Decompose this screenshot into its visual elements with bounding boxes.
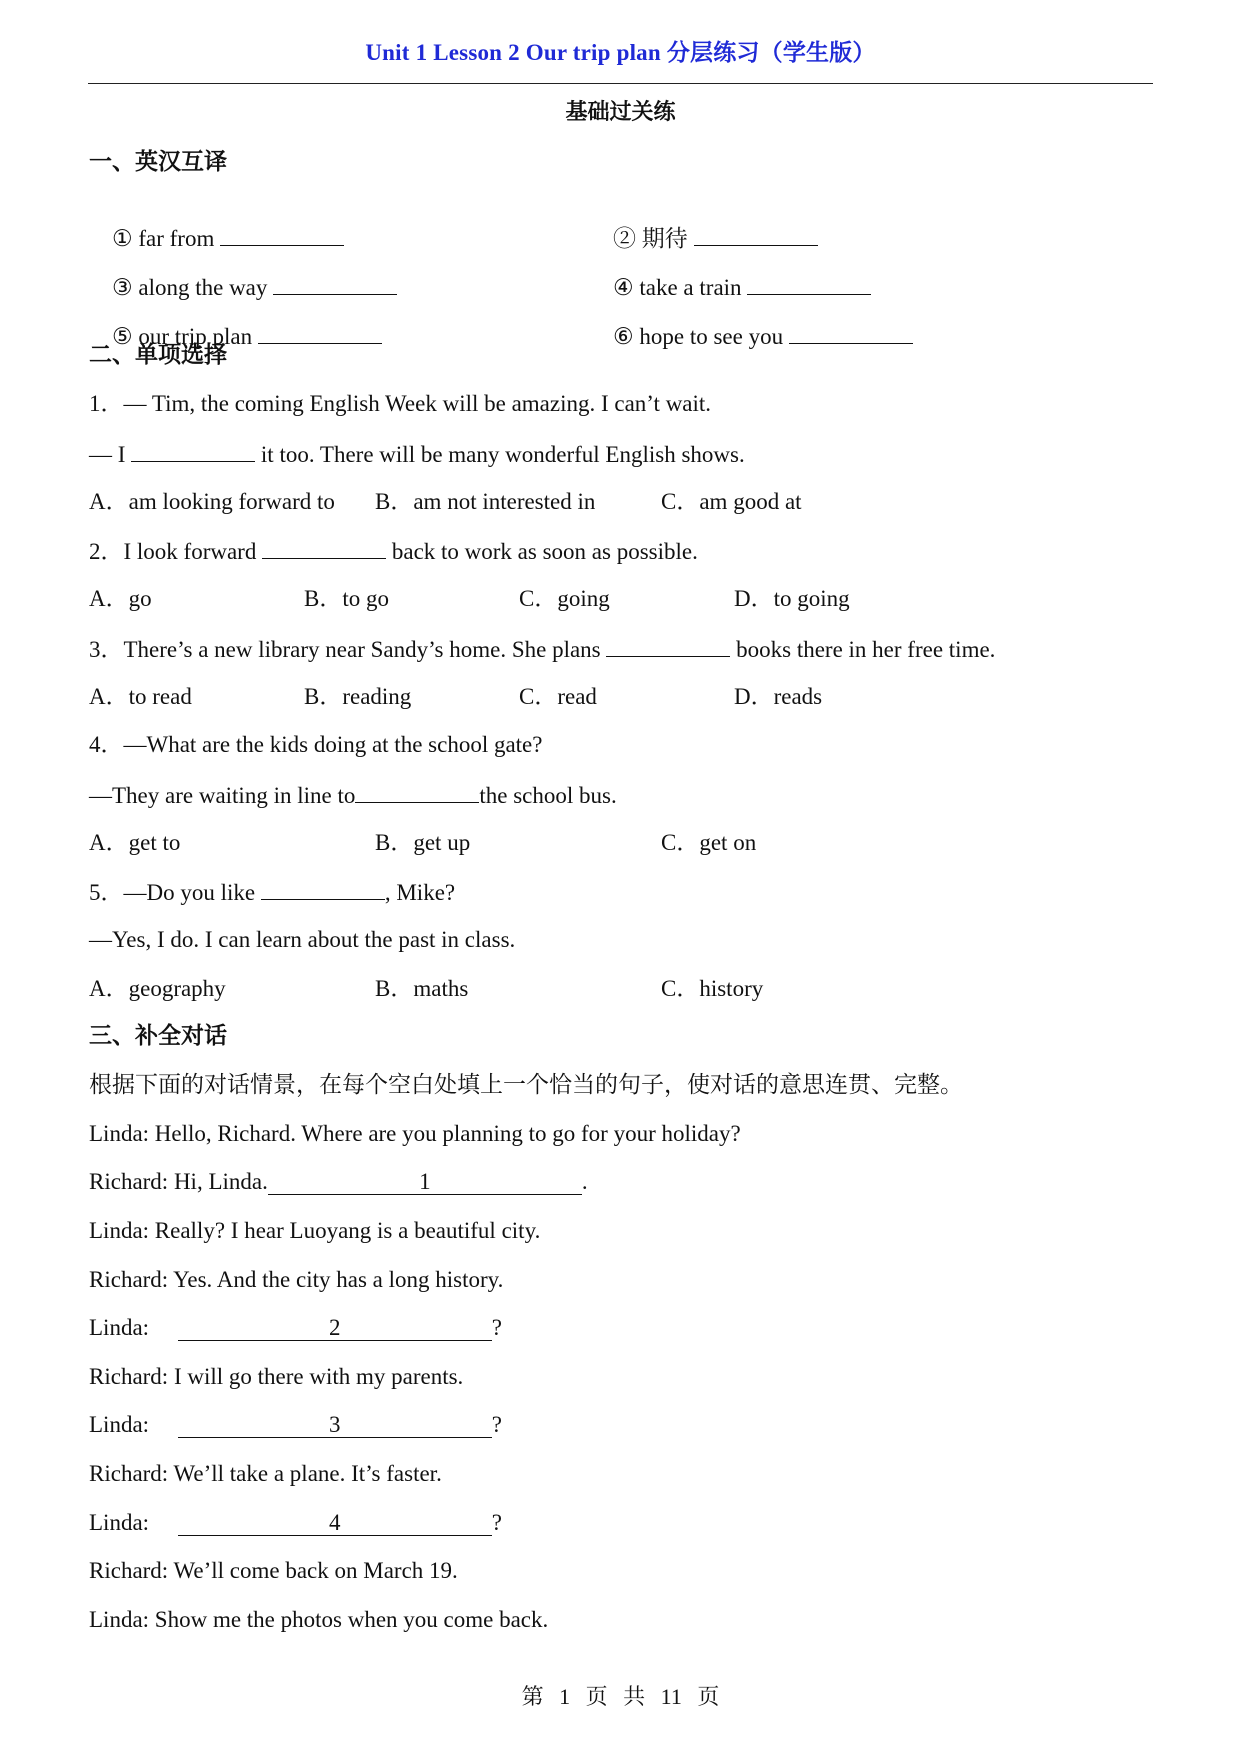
dialog-blank-2[interactable]: 2 [178,1316,492,1341]
q3-stem [89,634,995,664]
answer-blank[interactable] [220,223,344,246]
dialog-line-4: Richard: Yes. And the city has a long history. [89,1267,504,1292]
translate-item-6 [590,293,913,379]
q2-option-d[interactable]: D．to going [734,586,850,611]
q5-stem-pre: 5．—Do you like [89,880,261,905]
q1-stem: 1．— Tim, the coming English Week will be amazing. I can’t wait. [89,391,712,416]
q3-stem-post: books there in her free time. [730,637,996,662]
dialog-line-6: Richard: I will go there with my parents. [89,1364,464,1389]
q1-option-c[interactable]: C．am good at [661,489,802,514]
q3-option-d[interactable]: D．reads [734,684,823,709]
q1-option-b[interactable]: B．am not interested in [375,489,596,514]
section3-instruction: 根据下面的对话情景，在每个空白处填上一个恰当的句子，使对话的意思连贯、完整。 [89,1072,963,1097]
q4-option-a[interactable]: A．get to [89,830,181,855]
q5-stem [89,877,455,907]
item-number: ① [112,226,133,251]
dialog-speaker: Linda: [89,1315,161,1340]
section3-title: 三、补全对话 [89,1023,227,1048]
question-mark: ? [491,1315,503,1340]
dialog-line-3: Linda: Really? I hear Luoyang is a beautiful city. [89,1218,541,1243]
q3-stem-pre: 3．There’s a new library near Sandy’s home. She plans [89,637,607,662]
answer-blank[interactable] [261,877,385,900]
q5-option-b[interactable]: B．maths [375,976,469,1001]
item-text: hope to see you [639,324,784,349]
item-number: ④ [613,275,634,300]
dialog-blank-1[interactable]: 1 [268,1170,582,1195]
item-text: along the way [138,275,268,300]
question-mark: ? [491,1412,503,1437]
dialog-speaker: Linda: [89,1412,161,1437]
q3-option-b[interactable]: B．reading [304,684,412,709]
q2-stem-post: back to work as soon as possible. [386,539,698,564]
q4-response-pre: —They are waiting in line to [89,783,356,808]
section2-title: 二、单项选择 [89,342,227,367]
dialog-line-8: Richard: We’ll take a plane. It’s faster. [89,1461,442,1486]
header-divider [88,83,1153,84]
answer-blank[interactable] [131,439,255,462]
dialog-line-1: Linda: Hello, Richard. Where are you planning to go for your holiday? [89,1121,741,1146]
q4-stem: 4．—What are the kids doing at the school gate? [89,732,543,757]
item-number: ③ [112,275,133,300]
q1-option-a[interactable]: A．am looking forward to [89,489,335,514]
dialog-speaker: Linda: [89,1510,161,1535]
item-text: take a train [639,275,742,300]
dialog-blank-4[interactable]: 4 [178,1511,492,1536]
document-title: Unit 1 Lesson 2 Our trip plan 分层练习（学生版） [365,40,876,65]
q2-option-a[interactable]: A．go [89,586,152,611]
q2-stem [89,536,698,566]
q5-response: —Yes, I do. I can learn about the past in class. [89,927,516,952]
q4-option-c[interactable]: C．get on [661,830,757,855]
dialog-line-5 [89,1314,502,1342]
q5-stem-post: , Mike? [384,880,456,905]
answer-blank[interactable] [273,272,397,295]
q3-option-c[interactable]: C．read [519,684,597,709]
q4-response-post: the school bus. [479,783,617,808]
dialog-line-9 [89,1509,502,1537]
answer-blank[interactable] [258,321,382,344]
q1-response [89,439,745,469]
item-number: ② [613,226,636,251]
q1-response-pre: — I [89,442,132,467]
q1-response-post: it too. There will be many wonderful English shows. [255,442,745,467]
dialog-line-10: Richard: We’ll come back on March 19. [89,1558,458,1583]
answer-blank[interactable] [606,634,730,657]
answer-blank[interactable] [747,272,871,295]
dialog-blank-3[interactable]: 3 [178,1413,492,1438]
dialog-line-2-pre: Richard: Hi, Linda. [89,1169,268,1194]
q5-option-a[interactable]: A．geography [89,976,226,1001]
q3-option-a[interactable]: A．to read [89,684,192,709]
item-text: our trip plan [138,324,253,349]
section1-title: 一、英汉互译 [89,149,227,174]
dialog-line-2-post: . [581,1169,588,1194]
item-text: 期待 [641,226,688,251]
q2-stem-pre: 2．I look forward [89,539,263,564]
item-number: ⑤ [112,324,133,349]
answer-blank[interactable] [355,780,479,803]
q4-response [89,780,617,810]
q2-option-c[interactable]: C．going [519,586,610,611]
item-text: far from [138,226,215,251]
dialog-line-11: Linda: Show me the photos when you come back. [89,1607,549,1632]
dialog-line-2 [89,1168,588,1196]
answer-blank[interactable] [694,223,818,246]
q2-option-b[interactable]: B．to go [304,586,389,611]
level-title: 基础过关练 [565,99,676,124]
item-number: ⑥ [613,324,634,349]
answer-blank[interactable] [262,536,386,559]
q5-option-c[interactable]: C．history [661,976,764,1001]
q4-option-b[interactable]: B．get up [375,830,471,855]
question-mark: ? [491,1510,503,1535]
answer-blank[interactable] [789,321,913,344]
dialog-line-7 [89,1411,502,1439]
page-footer: 第 1 页 共 11 页 [521,1684,720,1709]
